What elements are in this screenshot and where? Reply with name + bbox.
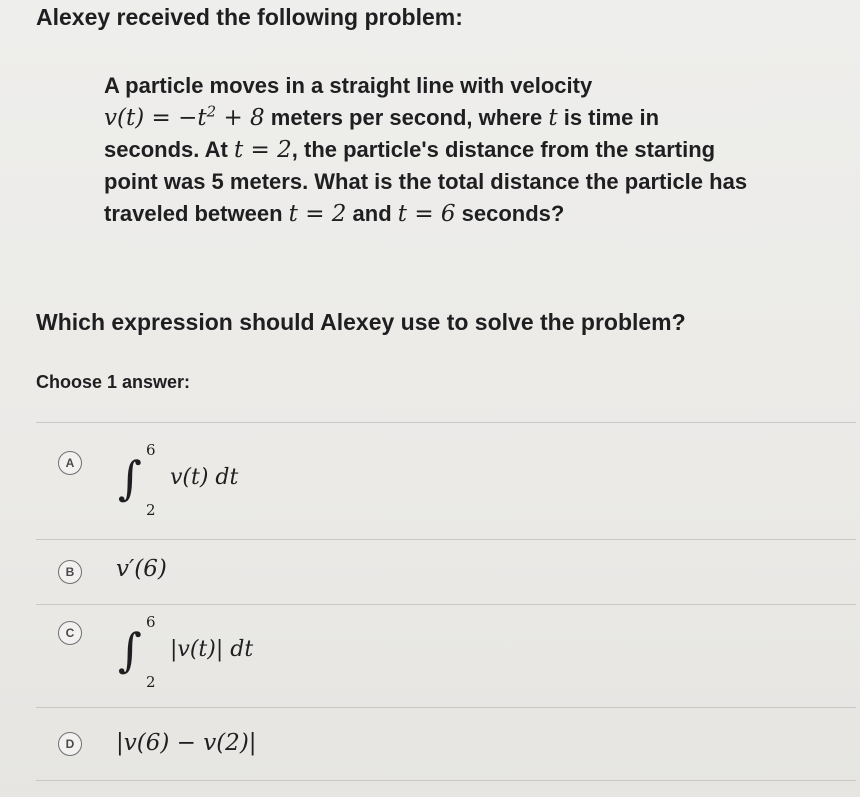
question-text: Which expression should Alexey use to solve the problem?: [36, 309, 686, 335]
integral-upper-limit: 6: [146, 613, 156, 631]
velocity-exponent: 2: [206, 102, 217, 121]
problem-text: traveled between: [104, 201, 289, 226]
integrand: v(t) dt: [170, 465, 239, 490]
answer-choices: [36, 422, 856, 781]
integral-lower-limit: 2: [146, 673, 156, 691]
choose-label: Choose 1 answer:: [36, 372, 191, 392]
expression-d: |v(6) − v(2)|: [116, 730, 257, 756]
velocity-expr-text: v(t) = −t: [104, 105, 207, 131]
intro-text: Alexey received the following problem:: [36, 4, 463, 30]
problem-text: meters per second, where: [264, 105, 549, 130]
radio-c[interactable]: C: [58, 621, 82, 645]
problem-line-2: [104, 102, 839, 134]
choice-b[interactable]: [36, 540, 856, 604]
integral-expression-c: [118, 609, 318, 699]
radio-b[interactable]: B: [58, 560, 82, 584]
problem-text: seconds?: [455, 201, 565, 226]
problem-text: , the particle's distance from the starting: [291, 137, 716, 162]
integrand: |v(t)| dt: [170, 637, 254, 662]
integral-upper-limit: 6: [146, 441, 156, 459]
problem-statement: [104, 70, 839, 230]
choice-a[interactable]: [36, 423, 856, 539]
velocity-expression: [104, 102, 265, 131]
radio-a[interactable]: A: [58, 451, 82, 475]
t-equals-2: t = 2: [234, 137, 292, 163]
problem-line-4: [104, 166, 839, 198]
problem-text: is time in: [557, 105, 660, 130]
problem-line-3: [104, 134, 839, 166]
integral-sign: ∫: [118, 623, 142, 677]
integral-lower-limit: 2: [146, 501, 156, 519]
t-variable: t: [548, 105, 558, 131]
choice-c[interactable]: [36, 605, 856, 707]
expression-b: v′(6): [116, 556, 167, 582]
problem-text: seconds. At: [104, 137, 234, 162]
problem-line-5: [104, 198, 839, 230]
t-equals-2: t = 2: [288, 201, 347, 227]
problem-text: point was 5 meters. What is the total distance the particle has: [104, 169, 748, 194]
integral-sign: ∫: [118, 451, 142, 505]
t-equals-6: t = 6: [397, 201, 456, 227]
problem-line-1: [104, 70, 839, 102]
divider: [36, 780, 856, 781]
problem-text: A particle moves in a straight line with velocity: [104, 73, 593, 98]
choice-d[interactable]: [36, 708, 856, 780]
problem-text: and: [346, 201, 398, 226]
velocity-tail: + 8: [216, 105, 265, 131]
integral-expression-a: [118, 437, 318, 527]
radio-d[interactable]: D: [58, 732, 82, 756]
